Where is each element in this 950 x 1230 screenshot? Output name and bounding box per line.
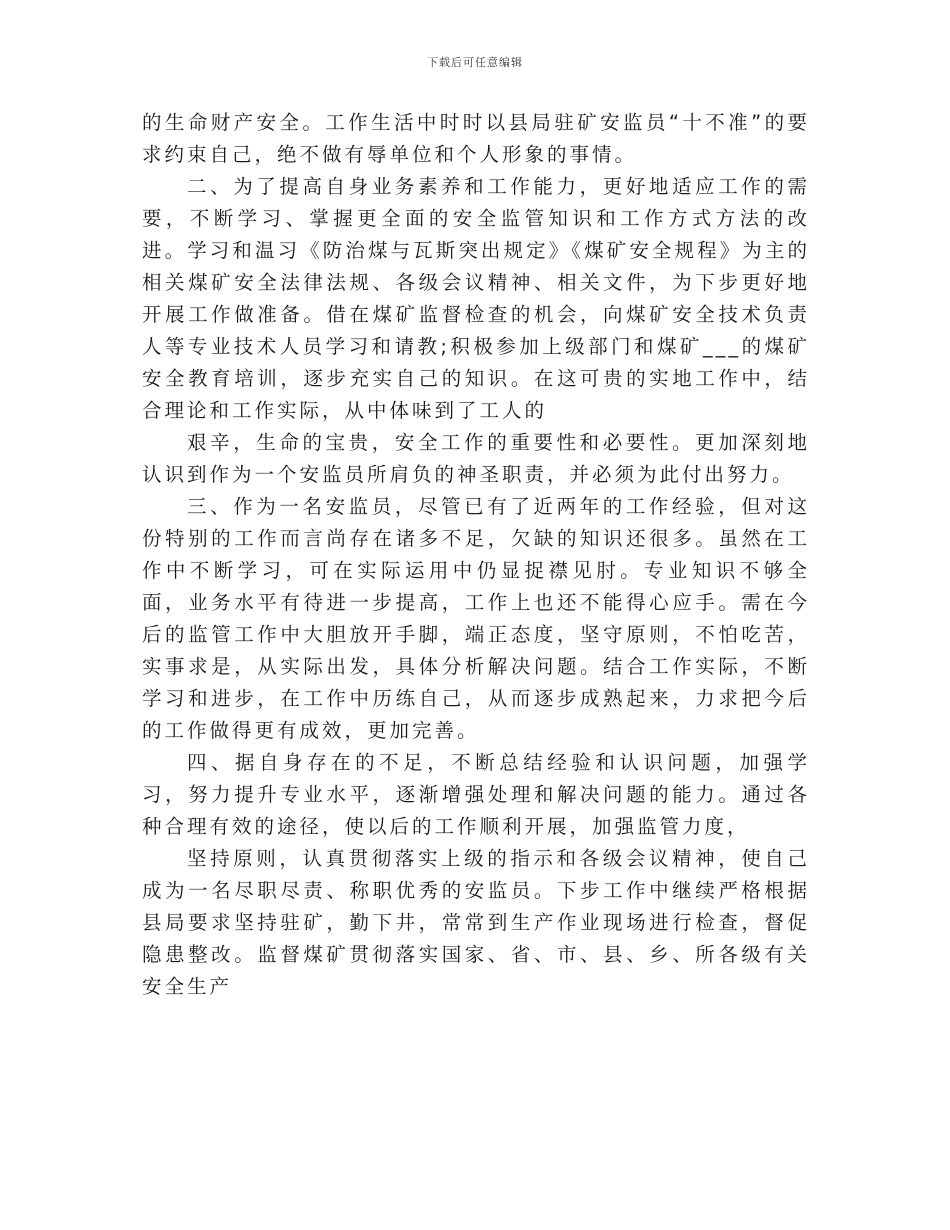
- paragraph-5: 四、据自身存在的不足，不断总结经验和认识问题，加强学习，努力提升专业水平，逐渐增强处理和解决问题的能力。通过各种合理有效的途径，使以后的工作顺利开展，加强监管力度，: [142, 751, 810, 838]
- paragraph-2: 二、为了提高自身业务素养和工作能力，更好地适应工作的需要，不断学习、掌握更全面的安全监管知识和工作方式方法的改进。学习和温习《防治煤与瓦斯突出规定》《煤矿安全规程》为主的相关煤矿安全法律法规、各级会议精神、相关文件，为下步更好地开展工作做准备。借在煤矿监督检查的机会，向煤矿安全技术负责人等专业技术人员学习和请教;积极参加上级部门和煤矿___的煤矿安全教育培训，逐步充实自己的知识。在这可贵的实地工作中，结合理论和工作实际，从中体味到了工人的: [142, 175, 810, 422]
- paragraph-3: 艰辛，生命的宝贵，安全工作的重要性和必要性。更加深刻地认识到作为一个安监员所肩负的神圣职责，并必须为此付出努力。: [142, 431, 810, 486]
- paragraph-1: 的生命财产安全。工作生活中时时以县局驻矿安监员“十不准”的要求约束自己，绝不做有辱单位和个人形象的事情。: [142, 111, 810, 166]
- paragraph-4: 三、作为一名安监员，尽管已有了近两年的工作经验，但对这份特别的工作而言尚存在诸多不足，欠缺的知识还很多。虽然在工作中不断学习，可在实际运用中仍显捉襟见肘。专业知识不够全面，业务水平有待进一步提高，工作上也还不能得心应手。需在今后的监管工作中大胆放开手脚，端正态度，坚守原则，不怕吃苦，实事求是，从实际出发，具体分析解决问题。结合工作实际，不断学习和进步，在工作中历练自己，从而逐步成熟起来，力求把今后的工作做得更有成效，更加完善。: [142, 495, 810, 742]
- page-header: 下载后可任意编辑: [427, 56, 523, 69]
- document-body: [142, 107, 810, 1003]
- paragraph-6: 坚持原则，认真贯彻落实上级的指示和各级会议精神，使自己成为一名尽职尽责、称职优秀的安监员。下步工作中继续严格根据县局要求坚持驻矿，勤下井，常常到生产作业现场进行检查，督促隐患整改。监督煤矿贯彻落实国家、省、市、县、乡、所各级有关安全生产: [142, 847, 810, 998]
